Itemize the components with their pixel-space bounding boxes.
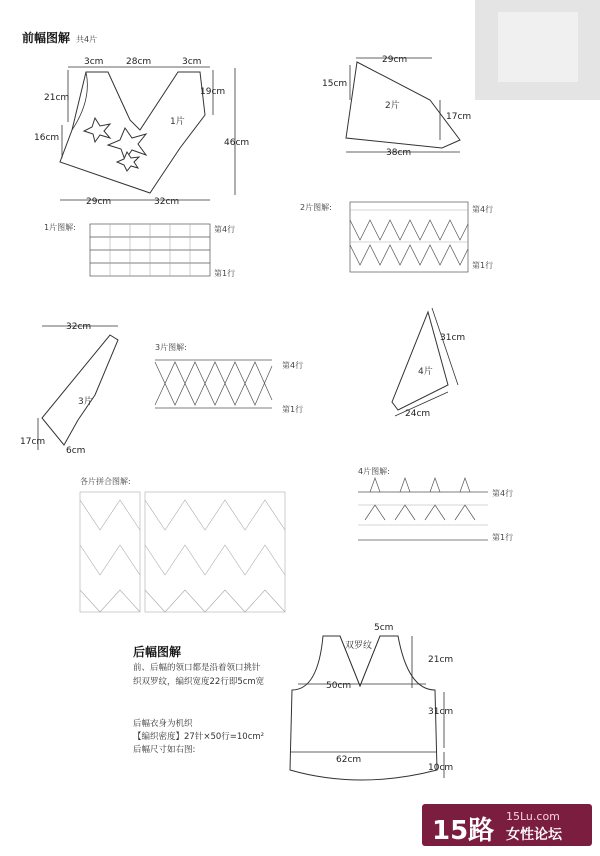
back-body: 31cm: [428, 707, 454, 717]
dim-side: 16cm: [34, 133, 60, 143]
piece4-shape: [392, 312, 448, 410]
front-piece-shape: [60, 72, 205, 193]
dim-neck: 21cm: [44, 93, 70, 103]
back-neck-top: 5cm: [374, 623, 394, 633]
back-text2: 织双罗纹，编织宽度22行即5cm宽: [133, 677, 265, 687]
piece2-left: 15cm: [322, 79, 348, 89]
back-text1: 前、后幅的领口都是沿着领口挑针: [133, 663, 261, 673]
chart2-row4: 第4行: [472, 205, 494, 214]
piece4-bottom: 24cm: [405, 409, 431, 419]
chart3-title: 3片图解:: [155, 343, 187, 352]
chart4-row4: 第4行: [492, 489, 514, 498]
watermark-logo: [422, 804, 592, 846]
chart4-grid: [358, 478, 488, 540]
back-bottom: 62cm: [336, 755, 362, 765]
front-count: 共4片: [76, 35, 98, 44]
watermark-brand: 15路: [432, 816, 495, 846]
watermark-forum: 女性论坛: [506, 827, 562, 843]
piece3-bottom: 6cm: [66, 446, 86, 456]
piece3-left: 17cm: [20, 437, 46, 447]
chart2-grid: [350, 202, 468, 272]
piece2-bottom: 38cm: [386, 148, 412, 158]
piece2-top: 29cm: [382, 55, 408, 65]
back-hem: 10cm: [428, 763, 454, 773]
back-piece-shape: [290, 636, 437, 780]
front-title: 前幅图解: [22, 31, 71, 45]
back-text5: 后幅尺寸如右图:: [133, 745, 196, 755]
piece2-right: 17cm: [446, 112, 472, 122]
piece3-shape: [42, 335, 118, 445]
back-text4: 【编织密度】27针×50行=10cm²: [133, 732, 265, 742]
dim-top-right: 3cm: [182, 57, 202, 67]
chart1-grid: [90, 224, 210, 276]
dim-top-width: 28cm: [126, 57, 152, 67]
back-rib-label: 双罗纹: [345, 641, 373, 651]
assembly-grid: [80, 492, 285, 612]
chart3-row1: 第1行: [282, 405, 304, 414]
chart2-row1: 第1行: [472, 261, 494, 270]
chart1-row4: 第4行: [214, 225, 236, 234]
chart4-title: 4片图解:: [358, 467, 390, 476]
back-armhole: 21cm: [428, 655, 454, 665]
piece2-label: 2片: [385, 101, 400, 111]
back-width: 50cm: [326, 681, 352, 691]
back-title: 后幅图解: [133, 645, 182, 659]
piece3-top: 32cm: [66, 322, 92, 332]
watermark-site: 15Lu.com: [506, 810, 560, 823]
chart3-row4: 第4行: [282, 361, 304, 370]
piece4-side: 31cm: [440, 333, 466, 343]
chart3-grid: [155, 360, 272, 408]
assembly-title: 各片拼合图解:: [80, 477, 131, 486]
dim-bottom-left: 29cm: [86, 197, 112, 207]
back-text3: 后幅衣身为机织: [133, 719, 193, 729]
dim-armhole: 19cm: [200, 87, 226, 97]
piece2-shape: [346, 62, 460, 148]
dim-top-left: 3cm: [84, 57, 104, 67]
piece1-label: 1片: [170, 117, 185, 127]
piece3-label: 3片: [78, 397, 93, 407]
chart4-row1: 第1行: [492, 533, 514, 542]
chart1-title: 1片图解:: [44, 223, 76, 232]
piece4-label: 4片: [418, 367, 433, 377]
chart2-title: 2片图解:: [300, 203, 332, 212]
chart1-row1: 第1行: [214, 269, 236, 278]
dim-height: 46cm: [224, 138, 250, 148]
dim-bottom-right: 32cm: [154, 197, 180, 207]
corner-tab-inner: [498, 12, 578, 82]
